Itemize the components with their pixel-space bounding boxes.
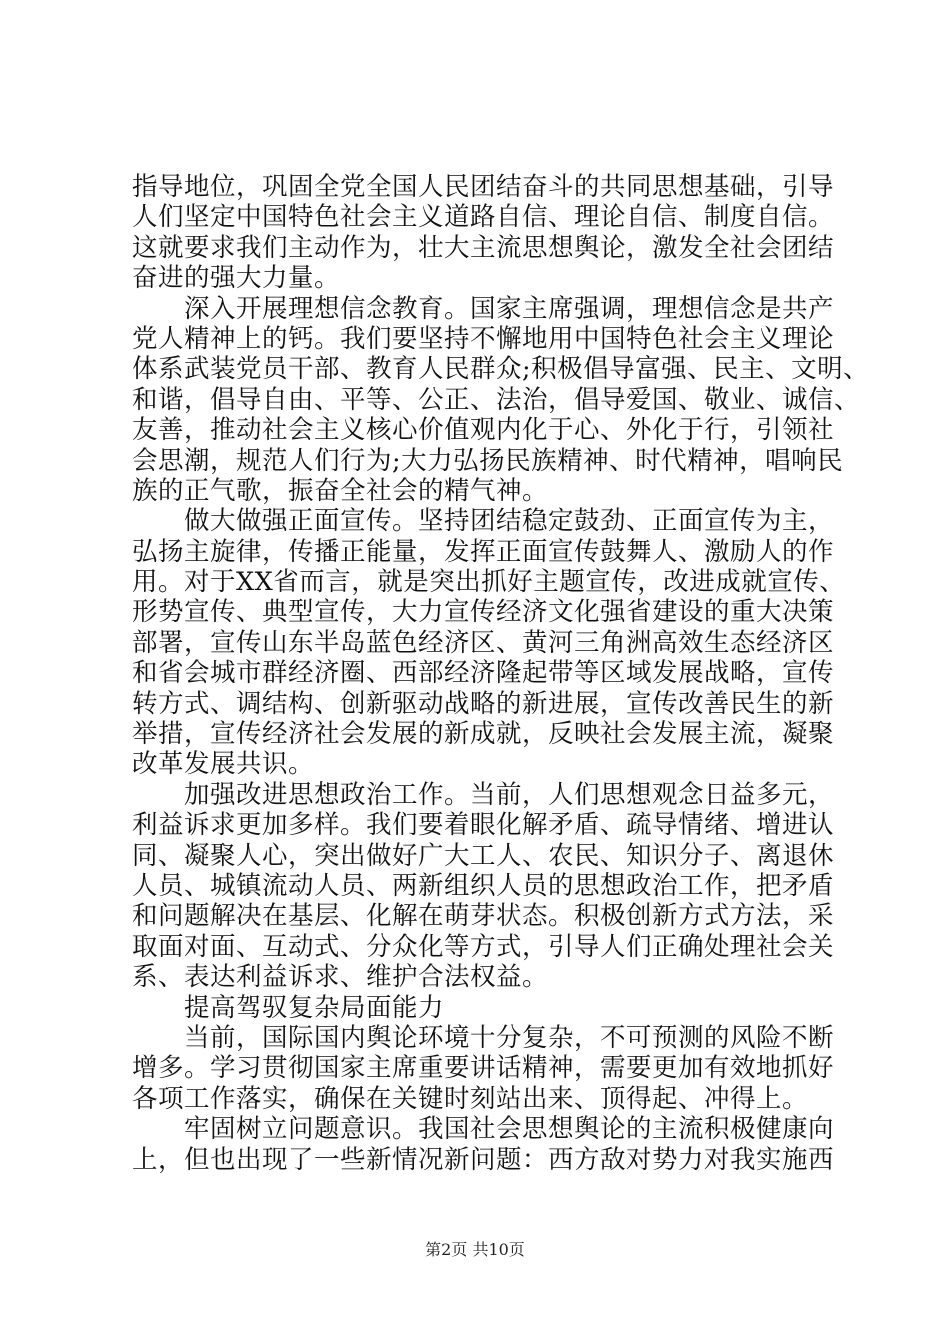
text-line: 牢固树立问题意识。我国社会思想舆论的主流积极健康向	[132, 1114, 835, 1145]
text-line: 同、凝聚人心，突出做好广大工人、农民、知识分子、离退休	[132, 840, 835, 871]
text-line: 取面对面、互动式、分众化等方式，引导人们正确处理社会关	[132, 931, 835, 962]
text-line: 弘扬主旋律，传播正能量，发挥正面宣传鼓舞人、激励人的作	[132, 536, 835, 567]
text-line: 深入开展理想信念教育。国家主席强调，理想信念是共产	[132, 293, 835, 324]
text-line: 友善，推动社会主义核心价值观内化于心、外化于行，引领社	[132, 415, 835, 446]
text-line: 党人精神上的钙。我们要坚持不懈地用中国特色社会主义理论	[132, 323, 835, 354]
text-line: 改革发展共识。	[132, 749, 315, 780]
text-line: 各项工作落实，确保在关键时刻站出来、顶得起、冲得上。	[132, 1083, 809, 1114]
text-line: 和谐，倡导自由、平等、公正、法治，倡导爱国、敬业、诚信、	[132, 384, 861, 415]
text-line: 系、表达利益诉求、维护合法权益。	[132, 962, 549, 993]
text-line: 增多。学习贯彻国家主席重要讲话精神，需要更加有效地抓好	[132, 1053, 835, 1084]
page-footer	[0, 1239, 950, 1261]
page-number-label: 第2页 共10页	[425, 1240, 525, 1259]
text-line: 当前，国际国内舆论环境十分复杂，不可预测的风险不断	[132, 1022, 835, 1053]
text-line: 做大做强正面宣传。坚持团结稳定鼓劲、正面宣传为主，	[132, 506, 835, 537]
text-line: 这就要求我们主动作为，壮大主流思想舆论，激发全社会团结	[132, 232, 835, 263]
text-line: 上，但也出现了一些新情况新问题：西方敌对势力对我实施西	[132, 1144, 835, 1175]
body-text	[132, 172, 870, 1175]
text-line: 部署，宣传山东半岛蓝色经济区、黄河三角洲高效生态经济区	[132, 627, 835, 658]
text-line: 转方式、调结构、创新驱动战略的新进展，宣传改善民生的新	[132, 688, 835, 719]
text-line: 和省会城市群经济圈、西部经济隆起带等区域发展战略，宣传	[132, 658, 835, 689]
text-line: 和问题解决在基层、化解在萌芽状态。积极创新方式方法，采	[132, 901, 835, 932]
text-line: 指导地位，巩固全党全国人民团结奋斗的共同思想基础，引导	[132, 172, 835, 202]
section-heading: 提高驾驭复杂局面能力	[132, 992, 445, 1023]
text-line: 用。对于XX省而言，就是突出抓好主题宣传，改进成就宣传、	[132, 567, 846, 598]
text-line: 利益诉求更加多样。我们要着眼化解矛盾、疏导情绪、增进认	[132, 810, 835, 841]
text-line: 人员、城镇流动人员、两新组织人员的思想政治工作，把矛盾	[132, 870, 835, 901]
text-line: 体系武装党员干部、教育人民群众;积极倡导富强、民主、文明、	[132, 354, 870, 385]
text-line: 举措，宣传经济社会发展的新成就，反映社会发展主流，凝聚	[132, 719, 835, 750]
text-line: 会思潮，规范人们行为;大力弘扬民族精神、时代精神，唱响民	[132, 445, 844, 476]
text-line: 加强改进思想政治工作。当前，人们思想观念日益多元，	[132, 779, 835, 810]
text-line: 奋进的强大力量。	[132, 263, 341, 294]
text-line: 人们坚定中国特色社会主义道路自信、理论自信、制度自信。	[132, 202, 835, 233]
text-line: 族的正气歌，振奋全社会的精气神。	[132, 475, 549, 506]
text-line: 形势宣传、典型宣传，大力宣传经济文化强省建设的重大决策	[132, 597, 835, 628]
